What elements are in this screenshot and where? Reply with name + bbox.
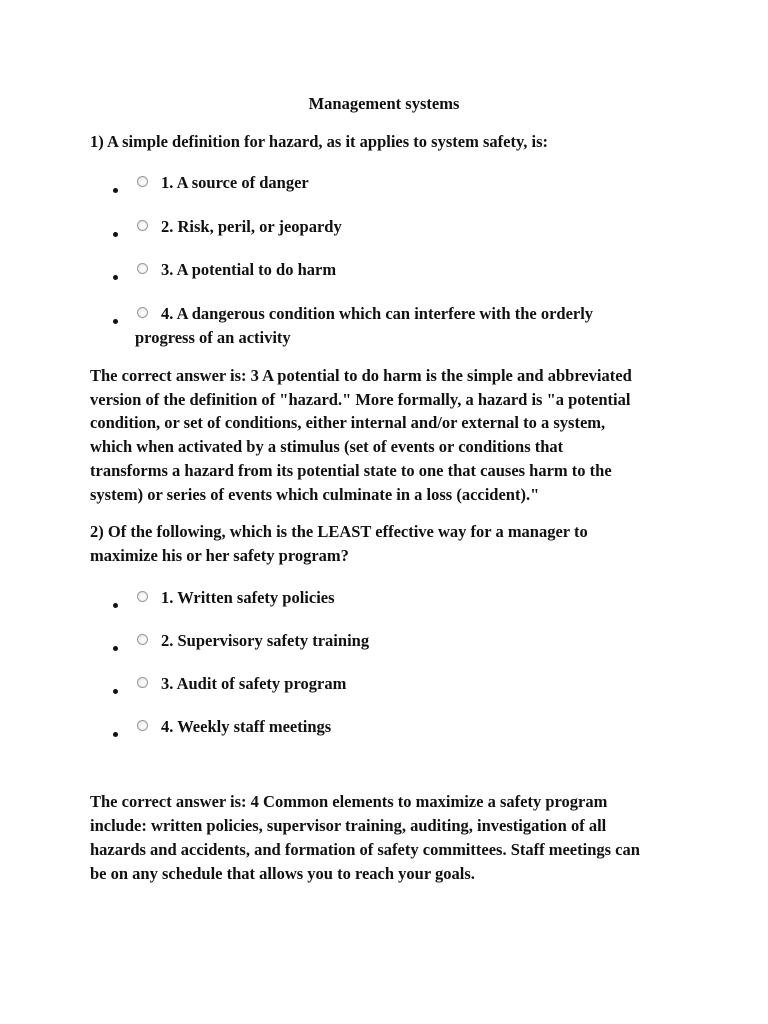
radio-button[interactable]	[137, 720, 148, 731]
answer-line: transforms a hazard from its potential state to one that causes harm to the	[90, 461, 612, 480]
answer-line: The correct answer is: 4 Common elements to maximize a safety program	[90, 792, 608, 811]
radio-button[interactable]	[137, 220, 148, 231]
answer-line: condition, or set of conditions, either internal and/or external to a system,	[90, 413, 606, 432]
answer-line: system) or series of events which culminate in a loss (accident)."	[90, 485, 540, 504]
answer-line: version of the definition of "hazard." More formally, a hazard is "a potential	[90, 390, 631, 409]
option-label: 1. A source of danger	[161, 173, 309, 192]
radio-button[interactable]	[137, 263, 148, 274]
radio-button[interactable]	[137, 677, 148, 688]
answer-line: which when activated by a stimulus (set of events or conditions that	[90, 437, 564, 456]
bullet-icon	[113, 275, 118, 280]
option-label-continuation: progress of an activity	[135, 328, 291, 347]
question-1-prompt: 1) A simple definition for hazard, as it applies to system safety, is:	[90, 132, 549, 151]
bullet-icon	[113, 732, 118, 737]
radio-button[interactable]	[137, 176, 148, 187]
bullet-icon	[113, 646, 118, 651]
bullet-icon	[113, 319, 118, 324]
option-label: 4. Weekly staff meetings	[161, 717, 332, 736]
page-title: Management systems	[308, 94, 460, 113]
option-label: 3. A potential to do harm	[161, 260, 337, 279]
radio-button[interactable]	[137, 307, 148, 318]
answer-line: include: written policies, supervisor training, auditing, investigation of all	[90, 816, 607, 835]
answer-line: be on any schedule that allows you to reach your goals.	[90, 864, 475, 883]
option-label: 2. Supervisory safety training	[161, 631, 370, 650]
bullet-icon	[113, 603, 118, 608]
question-prompt-line: 2) Of the following, which is the LEAST effective way for a manager to	[90, 522, 588, 541]
answer-line: The correct answer is: 3 A potential to do harm is the simple and abbreviated	[90, 366, 632, 385]
bullet-icon	[113, 232, 118, 237]
radio-button[interactable]	[137, 634, 148, 645]
answer-line: hazards and accidents, and formation of safety committees. Staff meetings can	[90, 840, 640, 859]
option-label: 4. A dangerous condition which can interfere with the orderly	[161, 304, 594, 323]
option-label: 1. Written safety policies	[161, 588, 335, 607]
bullet-icon	[113, 188, 118, 193]
option-label: 2. Risk, peril, or jeopardy	[161, 217, 342, 236]
option-label: 3. Audit of safety program	[161, 674, 347, 693]
radio-button[interactable]	[137, 591, 148, 602]
question-prompt-line: maximize his or her safety program?	[90, 546, 349, 565]
bullet-icon	[113, 689, 118, 694]
